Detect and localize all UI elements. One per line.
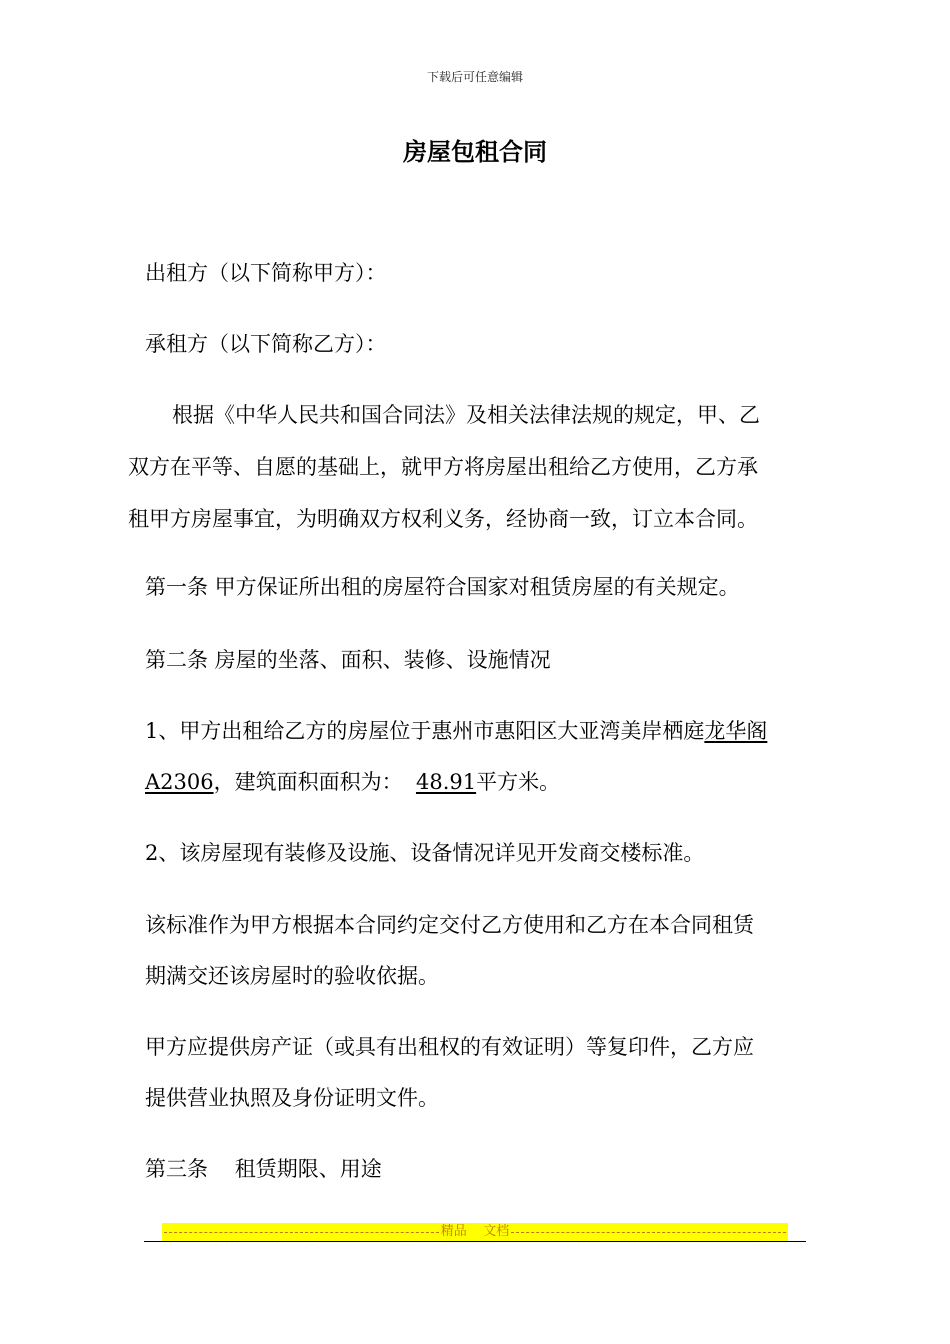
standard-line-1: 该标准作为甲方根据本合同约定交付乙方使用和乙方在本合同租赁 (145, 913, 754, 937)
item-1-line-2 (145, 767, 560, 797)
item-1-text: 1、甲方出租给乙方的房屋位于惠州市惠阳区大亚湾美岸栖庭 (145, 719, 705, 743)
footer-dash-right (511, 1232, 786, 1233)
preamble-line-2: 双方在平等、自愿的基础上，就甲方将房屋出租给乙方使用，乙方承 (128, 455, 758, 479)
preamble-line-1: 根据《中华人民共和国合同法》及相关法律法规的规定，甲、乙 (172, 403, 760, 427)
building-name: 龙华阁 (704, 719, 768, 743)
lessor-line: 出租方（以下简称甲方）： (145, 261, 387, 285)
article-3-heading: 第三条 租赁期限、用途 (145, 1157, 382, 1181)
footer-dash-left (164, 1232, 439, 1233)
area-value: 48.91 (415, 770, 477, 794)
lessee-line: 承租方（以下简称乙方）： (145, 332, 387, 356)
article-1: 第一条 甲方保证所出租的房屋符合国家对租赁房屋的有关规定。 (145, 575, 740, 599)
certificates-line-2: 提供营业执照及身份证明文件。 (145, 1086, 439, 1110)
footer-banner (162, 1223, 788, 1241)
document-title: 房屋包租合同 (403, 138, 547, 166)
header-note: 下载后可任意编辑 (426, 70, 523, 84)
item-1-line-1 (145, 716, 767, 746)
area-label: ，建筑面积面积为： (213, 770, 416, 794)
footer-text: 精品 文档 (440, 1224, 510, 1239)
unit-number: A2306 (145, 770, 214, 794)
area-unit: 平方米。 (476, 770, 561, 794)
standard-line-2: 期满交还该房屋时的验收依据。 (145, 964, 439, 988)
item-2: 2、该房屋现有装修及设施、设备情况详见开发商交楼标准。 (145, 841, 705, 865)
footer-rule (144, 1241, 806, 1242)
certificates-line-1: 甲方应提供房产证（或具有出租权的有效证明）等复印件，乙方应 (145, 1035, 754, 1059)
preamble-line-3: 租甲方房屋事宜，为明确双方权利义务，经协商一致，订立本合同。 (128, 507, 758, 531)
article-2-heading: 第二条 房屋的坐落、面积、装修、设施情况 (145, 648, 551, 672)
